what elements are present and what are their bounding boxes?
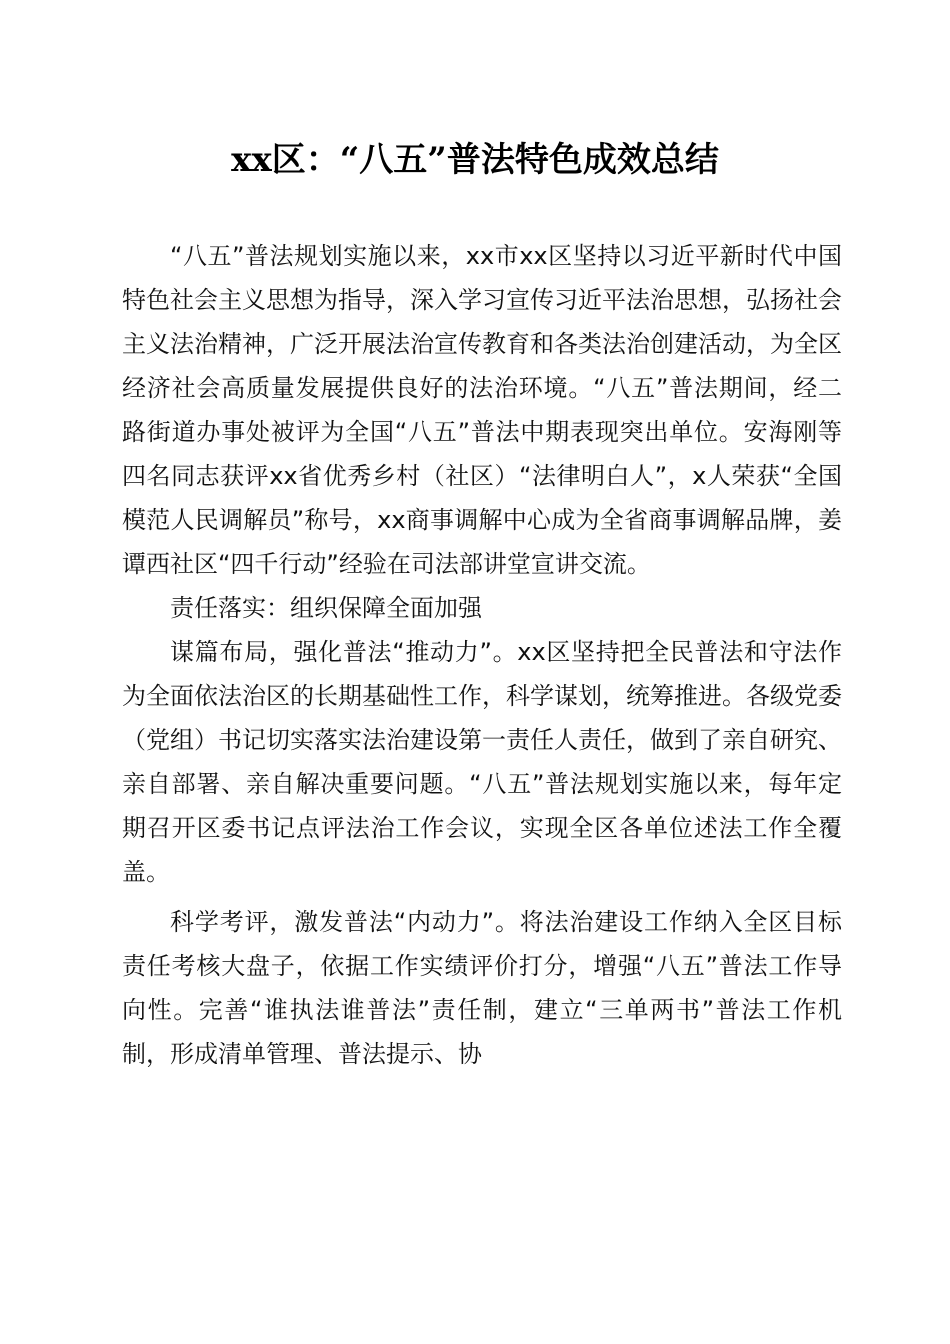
document-body [122, 234, 842, 1076]
intro-paragraph: “八五”普法规划实施以来，xx市xx区坚持以习近平新时代中国特色社会主义思想为指导，深入学习宣传习近平法治思想，弘扬社会主义法治精神，广泛开展法治宣传教育和各类法治创建活动，为全区经济社会高质量发展提供良好的法治环境。“八五”普法期间，经二路街道办事处被评为全国“八五”普法中期表现突出单位。安海刚等四名同志获评xx省优秀乡村（社区）“法律明白人”，x人荣获“全国模范人民调解员”称号，xx商事调解中心成为全省商事调解品牌，姜谭西社区“四千行动”经验在司法部讲堂宣讲交流。 [122, 242, 842, 578]
section-heading: 责任落实：组织保障全面加强 [170, 594, 482, 622]
body-paragraph: 科学考评，激发普法“内动力”。将法治建设工作纳入全区目标责任考核大盘子，依据工作实绩评价打分，增强“八五”普法工作导向性。完善“谁执法谁普法”责任制，建立“三单两书”普法工作机制，形成清单管理、普法提示、协 [122, 908, 842, 1068]
document-title: xx区：“八五”普法特色成效总结 [231, 140, 719, 180]
body-paragraph: 谋篇布局，强化普法“推动力”。xx区坚持把全民普法和守法作为全面依法治区的长期基础性工作，科学谋划，统筹推进。各级党委（党组）书记切实落实法治建设第一责任人责任，做到了亲自研究、亲自部署、亲自解决重要问题。“八五”普法规划实施以来，每年定期召开区委书记点评法治工作会议，实现全区各单位述法工作全覆盖。 [122, 638, 842, 886]
